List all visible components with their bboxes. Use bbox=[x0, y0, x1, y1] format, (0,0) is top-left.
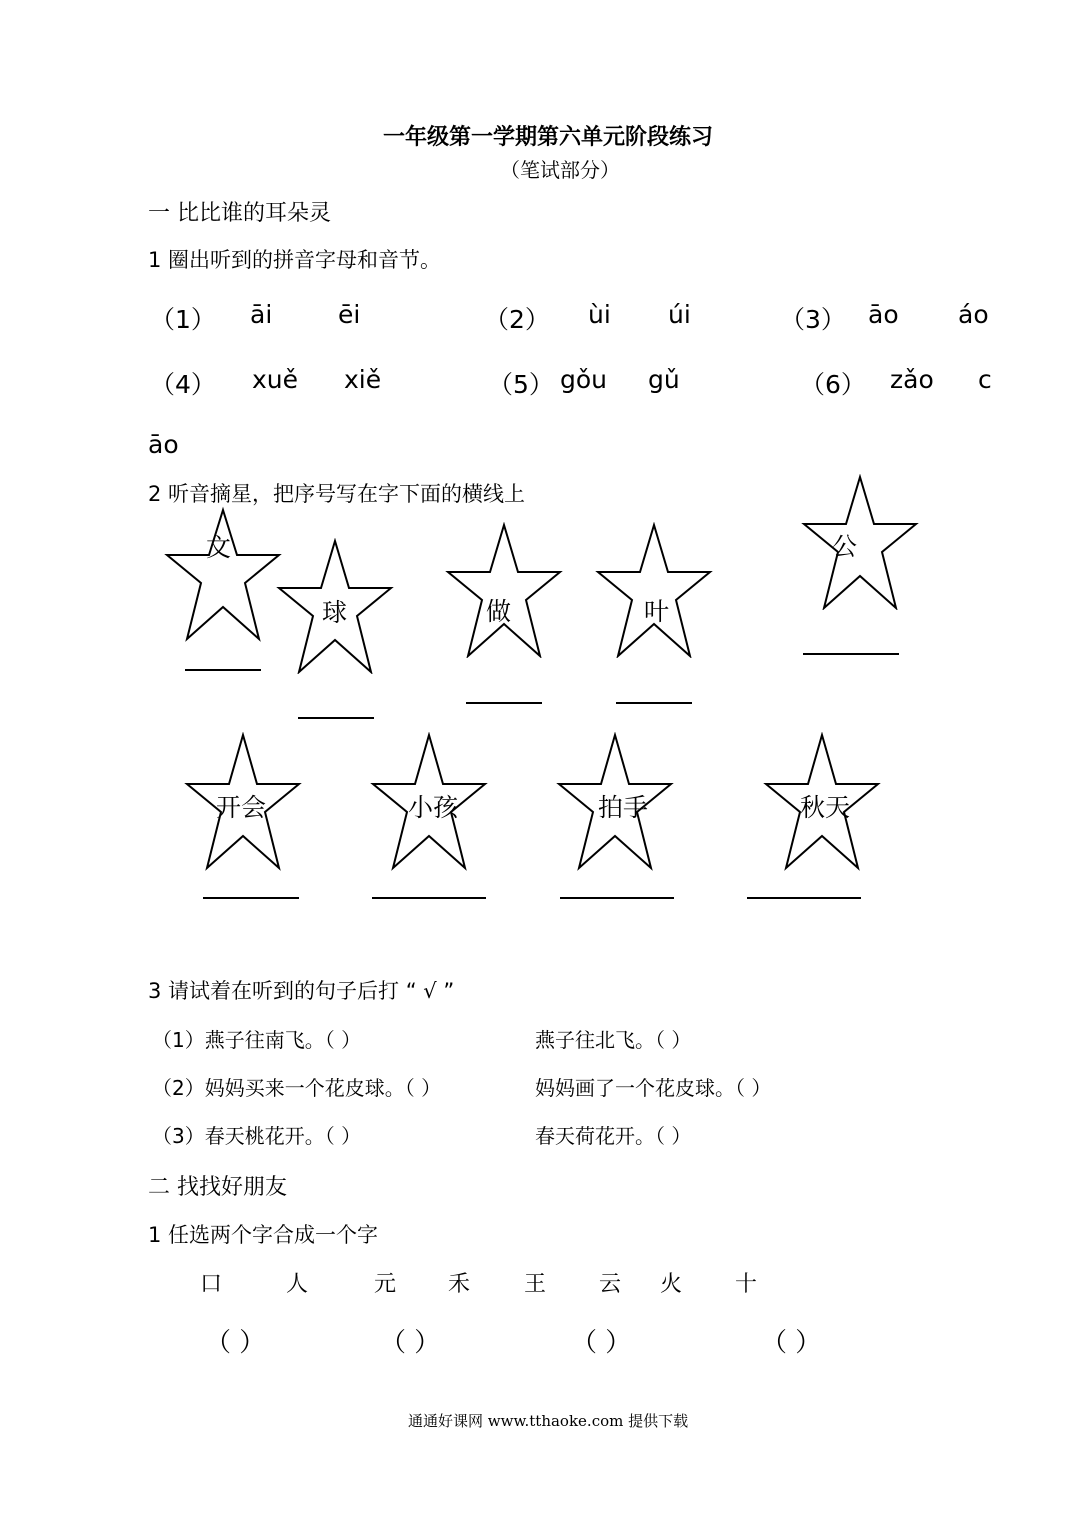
answer-line-star-6[interactable] bbox=[203, 897, 299, 899]
star-6-char: 开会 bbox=[216, 793, 267, 822]
pinyin-item-1-num: （1） bbox=[150, 305, 216, 334]
char-4: 禾 bbox=[448, 1272, 471, 1297]
pinyin-item-6-num: （6） bbox=[800, 370, 866, 399]
answer-line-star-1[interactable] bbox=[185, 669, 261, 671]
section-2-heading: 二 找找好朋友 bbox=[148, 1175, 287, 1200]
pinyin-item-5-a: gǒu bbox=[560, 365, 608, 394]
pinyin-item-3-a: āo bbox=[868, 300, 899, 329]
star-1 bbox=[163, 505, 283, 645]
star-1-char: 文 bbox=[206, 533, 232, 562]
star-3 bbox=[444, 522, 564, 658]
star-3-char: 做 bbox=[486, 597, 512, 626]
pinyin-item-1-a: āi bbox=[250, 300, 273, 329]
question-1-2-label: 2 听音摘星，把序号写在字下面的横线上 bbox=[148, 482, 526, 506]
pinyin-item-3-b: áo bbox=[958, 300, 989, 329]
page-title: 一年级第一学期第六单元阶段练习 bbox=[383, 125, 714, 150]
answer-blank-4[interactable]: （ ） bbox=[761, 1328, 822, 1358]
answer-line-star-5[interactable] bbox=[803, 653, 899, 655]
pinyin-item-4-b: xiě bbox=[344, 365, 382, 394]
char-1: 口 bbox=[200, 1272, 223, 1297]
pinyin-item-6-b: c bbox=[978, 365, 992, 394]
sentence-2-right: 妈妈画了一个花皮球。（ ） bbox=[535, 1076, 772, 1100]
answer-line-star-4[interactable] bbox=[616, 702, 692, 704]
answer-line-star-2[interactable] bbox=[298, 717, 374, 719]
question-2-1-label: 1 任选两个字合成一个字 bbox=[148, 1223, 379, 1247]
footer-text: 通通好课网 www.tthaoke.com 提供下载 bbox=[408, 1412, 689, 1430]
sentence-1-left: （1）燕子往南飞。（ ） bbox=[152, 1028, 362, 1052]
star-5-char: 公 bbox=[832, 532, 858, 561]
question-1-1-label: 1 圈出听到的拼音字母和音节。 bbox=[148, 248, 442, 272]
answer-blank-2[interactable]: （ ） bbox=[380, 1328, 441, 1358]
char-8: 十 bbox=[735, 1272, 758, 1297]
pinyin-item-5-num: （5） bbox=[488, 370, 554, 399]
answer-line-star-8[interactable] bbox=[560, 897, 674, 899]
pinyin-wrap-text: āo bbox=[148, 430, 179, 459]
section-1-heading: 一 比比谁的耳朵灵 bbox=[148, 201, 331, 226]
sentence-1-right: 燕子往北飞。（ ） bbox=[535, 1028, 692, 1052]
page-subtitle: （笔试部分） bbox=[500, 158, 620, 182]
answer-line-star-7[interactable] bbox=[372, 897, 486, 899]
star-2-char: 球 bbox=[322, 598, 348, 627]
pinyin-item-1-b: ēi bbox=[338, 300, 361, 329]
pinyin-item-6-a: zǎo bbox=[890, 365, 934, 394]
star-4-char: 叶 bbox=[644, 597, 670, 626]
pinyin-item-4-num: （4） bbox=[150, 370, 216, 399]
star-9-char: 秋天 bbox=[800, 793, 851, 822]
star-7-char: 小孩 bbox=[408, 793, 459, 822]
char-3: 元 bbox=[374, 1272, 397, 1297]
sentence-2-left: （2）妈妈买来一个花皮球。（ ） bbox=[152, 1076, 442, 1100]
answer-blank-1[interactable]: （ ） bbox=[205, 1328, 266, 1358]
pinyin-item-2-num: （2） bbox=[484, 305, 550, 334]
answer-blank-3[interactable]: （ ） bbox=[571, 1328, 632, 1358]
sentence-3-right: 春天荷花开。（ ） bbox=[535, 1124, 692, 1148]
pinyin-item-5-b: gǔ bbox=[648, 365, 680, 394]
pinyin-item-4-a: xuě bbox=[252, 365, 299, 394]
char-2: 人 bbox=[286, 1272, 309, 1297]
star-4 bbox=[594, 522, 714, 658]
char-7: 火 bbox=[660, 1272, 683, 1297]
char-5: 王 bbox=[524, 1272, 547, 1297]
star-5 bbox=[800, 474, 920, 610]
char-6: 云 bbox=[599, 1272, 622, 1297]
answer-line-star-9[interactable] bbox=[747, 897, 861, 899]
pinyin-item-2-a: ùi bbox=[588, 300, 611, 329]
pinyin-item-3-num: （3） bbox=[780, 305, 846, 334]
star-8-char: 拍手 bbox=[598, 793, 649, 822]
pinyin-item-2-b: úi bbox=[668, 300, 691, 329]
answer-line-star-3[interactable] bbox=[466, 702, 542, 704]
question-1-3-label: 3 请试着在听到的句子后打 “ √ ” bbox=[148, 979, 455, 1003]
sentence-3-left: （3）春天桃花开。（ ） bbox=[152, 1124, 362, 1148]
